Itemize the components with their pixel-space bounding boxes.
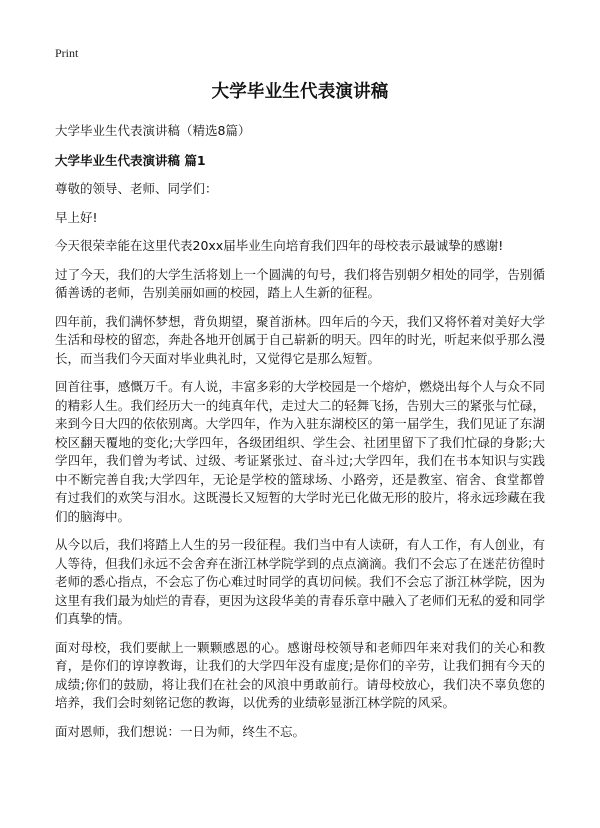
section-heading: 大学毕业生代表演讲稿 篇1	[55, 153, 206, 168]
paragraph: 回首往事，感慨万千。有人说，丰富多彩的大学校园是一个熔炉，燃烧出每个人与众不同的精彩人生。我们经历大一的纯真年代，走过大二的轻舞飞扬，告别大三的紧张与忙碌，来到今日大四的依依别离。大学四年，作为入驻东湖校区的第一届学生，我们见证了东湖校区翻天覆地的变化;大学四年，各级团组织、学生会、社团里留下了我们忙碌的身影;大学四年，我们曾为考试、过级、考证紧张过、奋斗过;大学四年，我们在书本知识与实践中不断完善自我;大学四年，无论是学校的篮球场、小路旁，还是教室、宿舍、食堂都曾有过我们的欢笑与泪水。这既漫长又短暂的大学时光已化做无形的胶片，将永远珍藏在我们的脑海中。	[55, 379, 545, 524]
paragraph: 过了今天，我们的大学生活将划上一个圆满的句号，我们将告别朝夕相处的同学，告别循循善诱的老师，告别美丽如画的校园，踏上人生新的征程。	[55, 266, 545, 300]
paragraph: 面对母校，我们要献上一颗颗感恩的心。感谢母校领导和老师四年来对我们的关心和教育，是你们的谆谆教诲，让我们的大学四年没有虚度;是你们的辛劳，让我们拥有今天的成绩;你们的鼓励，将让我们在社会的风浪中勇敢前行。请母校放心，我们决不辜负您的培养，我们会时刻铭记您的教诲，以优秀的业绩彰显浙江林学院的风采。	[55, 639, 545, 710]
paragraph: 四年前，我们满怀梦想，背负期望，聚首浙林。四年后的今天，我们又将怀着对美好大学生活和母校的留恋，奔赴各地开创属于自己崭新的明天。四年的时光，听起来似乎那么漫长，而当我们今天面对毕业典礼时，又觉得它是那么短暂。	[55, 313, 545, 366]
paragraph: 今天很荣幸能在这里代表20xx届毕业生向培育我们四年的母校表示最诚挚的感谢!	[55, 238, 504, 253]
document-subtitle: 大学毕业生代表演讲稿（精选8篇）	[55, 123, 251, 138]
paragraph: 面对恩师，我们想说：一日为师，终生不忘。	[55, 723, 306, 739]
print-link[interactable]: Print	[55, 46, 79, 60]
paragraph-salutation: 尊敬的领导、老师、同学们：	[55, 181, 218, 196]
paragraph-greeting: 早上好!	[55, 209, 98, 225]
document-title: 大学毕业生代表演讲稿	[211, 82, 389, 102]
document-body	[55, 122, 545, 751]
paragraph: 从今以后，我们将踏上人生的另一段征程。我们当中有人读研，有人工作，有人创业，有人等待，但我们永远不会舍弃在浙江林学院学到的点点滴滴。我们不会忘了在迷茫彷徨时老师的悉心指点，不会忘了伤心难过时同学的真切问候。我们不会忘了浙江林学院，因为这里有我们最为灿烂的青春，更因为这段华美的青春乐章中融入了老师们无私的爱和同学们真挚的情。	[55, 537, 545, 626]
